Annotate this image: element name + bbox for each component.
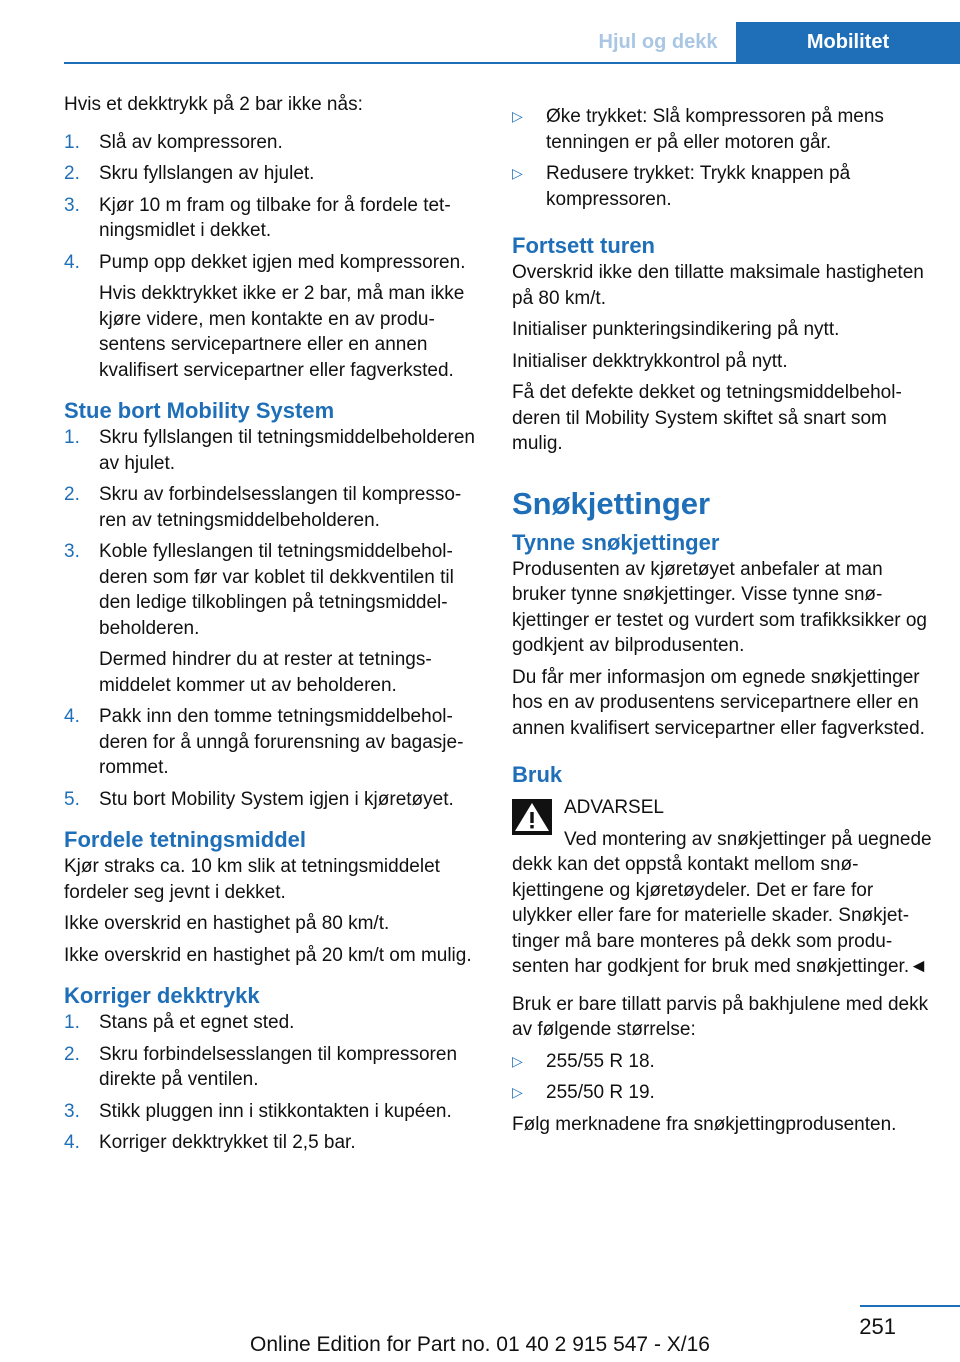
step-note: Hvis dekktrykket ikke er 2 bar, må man ikke kjøre videre, men kontakte en av produsentens servicepartnere eller en annen kvalifisert servicepartner eller fagverksted. (99, 283, 465, 381)
paragraph: Kjør straks ca. 10 km slik at tetningsmiddelet fordeler seg jevnt i dekket. (64, 856, 440, 903)
left-column (64, 92, 482, 1156)
heading-use: Bruk (512, 762, 563, 787)
warning-triangle-icon (512, 799, 552, 835)
heading-distribute-sealant: Fordele tetningsmiddel (64, 827, 307, 852)
warning-block (512, 795, 932, 980)
bullet-text: 255/50 R 19. (546, 1082, 655, 1103)
list-item (64, 1010, 482, 1036)
step-text: Stikk pluggen inn i stikkontakten i kupéen. (99, 1100, 452, 1122)
paragraph: Ikke overskrid en hastighet på 80 km/t. (64, 913, 390, 934)
triangle-right-icon: ▷ (512, 1084, 523, 1100)
paragraph: Initialiser dekktrykkontrol på nytt. (512, 350, 788, 372)
list-item (512, 1080, 932, 1106)
bullet-text: Øke trykket: Slå kompressoren på mens tenningen er på eller motoren går. (546, 106, 884, 153)
warning-title: ADVARSEL (564, 797, 664, 818)
step-list-low-pressure (64, 130, 482, 384)
step-text: Skru forbindelsesslangen til kompressoren direkte på ventilen. (99, 1043, 458, 1090)
triangle-right-icon: ▷ (512, 1052, 523, 1069)
step-number: 3. (64, 541, 80, 562)
heading-correct-pressure: Korriger dekktrykk (64, 983, 260, 1008)
heading-thin-snow-chains: Tynne snøkjettinger (512, 529, 720, 555)
step-list-correct-pressure (64, 1010, 482, 1156)
paragraph: Bruk er bare tillatt parvis på bakhjulene med dekk av følgende størrelse: (512, 993, 929, 1040)
step-number: 1. (64, 131, 80, 153)
step-number: 2. (64, 1043, 80, 1065)
list-item (512, 161, 932, 212)
step-number: 1. (64, 1012, 80, 1033)
step-text: Korriger dekktrykket til 2,5 bar. (99, 1132, 356, 1153)
step-note: Dermed hindrer du at rester at tetningsmiddelet kommer ut av beholderen. (99, 649, 432, 696)
step-text: Skru fyllslangen til tetningsmiddelbeholderen av hjulet. (99, 427, 476, 474)
list-item (64, 704, 482, 781)
heading-snow-chains: Snøkjettinger (512, 485, 711, 521)
step-text: Koble fylleslangen til tetningsmiddelbeholderen som før var koblet til dekkventilen til den ledige tilkoblingen på tetningsmiddelbeholderen. (99, 541, 454, 639)
heading-stow-mobility-system: Stue bort Mobility System (64, 398, 335, 423)
paragraph: Få det defekte dekket og tetningsmiddelbeholderen til Mobility System skiftet så snart som mulig. (512, 382, 902, 454)
triangle-right-icon: ▷ (512, 108, 523, 124)
edition-footer: Online Edition for Part no. 01 40 2 915 547 - X/16 (250, 1333, 710, 1356)
step-text: Stu bort Mobility System igjen i kjøretøyet. (99, 788, 454, 810)
paragraph: Du får mer informasjon om egnede snøkjettinger hos en av produsentens servicepartnere eller en annen kvalifisert servicepartner eller fagverksted. (512, 666, 925, 739)
step-text: Stans på et egnet sted. (99, 1012, 295, 1033)
paragraph: Overskrid ikke den tillatte maksimale hastigheten på 80 km/t. (512, 262, 924, 309)
paragraph: Initialiser punkteringsindikering på nytt. (512, 319, 840, 340)
step-number: 3. (64, 1100, 80, 1122)
tire-size-list (512, 1049, 932, 1106)
bullet-text: Redusere trykket: Trykk knappen på kompressoren. (546, 163, 851, 210)
triangle-right-icon: ▷ (512, 165, 523, 181)
step-list-stow (64, 425, 482, 812)
step-number: 4. (64, 251, 80, 273)
list-item (64, 482, 482, 533)
step-number: 3. (64, 194, 80, 216)
bullet-text: 255/55 R 18. (546, 1050, 655, 1072)
step-number: 4. (64, 1132, 80, 1153)
heading-continue-journey: Fortsett turen (512, 233, 655, 258)
step-number: 2. (64, 163, 80, 184)
paragraph: Produsenten av kjøretøyet anbefaler at man bruker tynne snøkjettinger. Visse tynne snøkjettinger er testet og vurdert som trafikksikker og godkjent av bilprodusenten. (512, 558, 927, 656)
pressure-bullet-list (512, 104, 932, 212)
step-text: Slå av kompressoren. (99, 131, 283, 153)
header-rule (64, 62, 960, 64)
right-column (512, 92, 932, 1137)
step-number: 5. (64, 788, 80, 810)
list-item (64, 539, 482, 698)
list-item (64, 1130, 482, 1156)
step-text: Skru av forbindelsesslangen til kompressoren av tetningsmiddelbeholderen. (99, 484, 462, 531)
step-text: Pakk inn den tomme tetningsmiddelbeholderen for å unngå forurensning av bagasjerommet. (99, 706, 464, 778)
list-item (64, 161, 482, 187)
paragraph: Følg merknadene fra snøkjettingprodusenten. (512, 1113, 897, 1135)
step-number: 1. (64, 427, 80, 448)
intro-text: Hvis et dekktrykk på 2 bar ikke nås: (64, 94, 363, 115)
paragraph: Ikke overskrid en hastighet på 20 km/t om mulig. (64, 944, 472, 966)
list-item (64, 250, 482, 384)
step-text: Kjør 10 m fram og tilbake for å fordele tetningsmidlet i dekket. (99, 194, 451, 241)
step-number: 2. (64, 484, 80, 505)
list-item (512, 1049, 932, 1075)
step-number: 4. (64, 706, 80, 727)
footer-rule (860, 1305, 960, 1307)
page-number: 251 (859, 1314, 896, 1339)
tab-hjul-og-dekk[interactable]: Hjul og dekk (580, 22, 736, 62)
list-item (64, 130, 482, 156)
list-item (64, 1099, 482, 1125)
list-item (512, 104, 932, 155)
step-text: Pump opp dekket igjen med kompressoren. (99, 251, 466, 273)
list-item (64, 1042, 482, 1093)
warning-body: Ved montering av snøkjettinger på uegnede dekk kan det oppstå kontakt mellom snøkjettingene og kjøretøydeler. Det er fare for ulykker eller fare for materielle skader. Snøkjettinger må bare monteres på dekk som produsenten har godkjent for bruk med snøkjettinger.◄ (512, 828, 932, 977)
tab-mobilitet[interactable]: Mobilitet (736, 22, 960, 62)
list-item (64, 193, 482, 244)
list-item (64, 787, 482, 813)
list-item (64, 425, 482, 476)
step-text: Skru fyllslangen av hjulet. (99, 163, 315, 184)
